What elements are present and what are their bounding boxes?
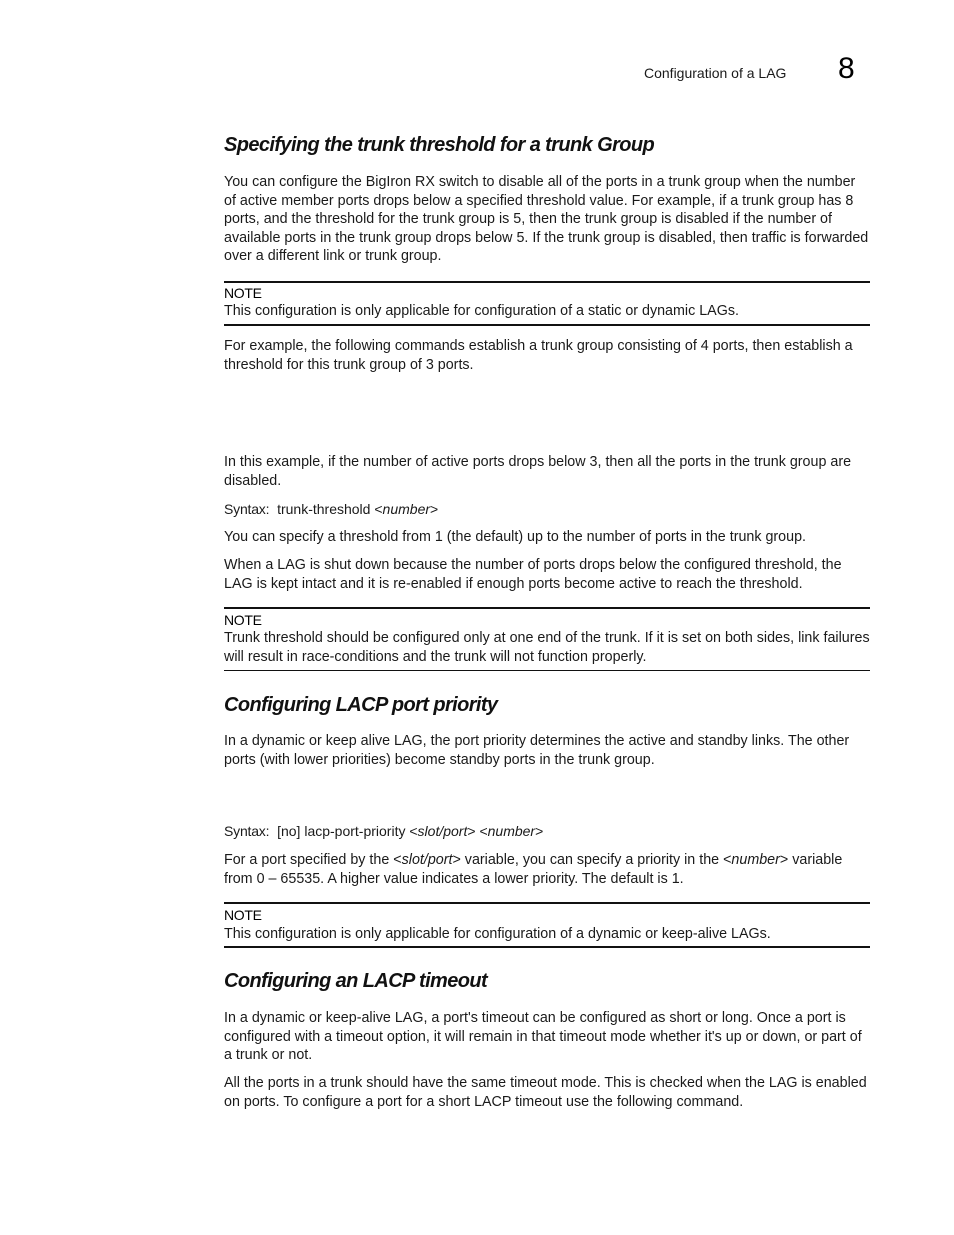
syntax-lacp-port-priority <box>224 823 543 839</box>
note-text-dynamic-keepalive: This configuration is only applicable for configuration of a dynamic or keep-alive LAGs. <box>224 926 771 942</box>
syntax-bracket-close: > <box>535 823 544 839</box>
variable-number: number <box>731 852 780 868</box>
syntax-command: trunk-threshold <box>277 501 371 517</box>
variable-slot-port: slot/port <box>401 852 453 868</box>
syntax-command: lacp-port-priority <box>304 823 406 839</box>
syntax-label: Syntax: <box>224 823 270 839</box>
running-header-title: Configuration of a LAG <box>644 65 787 81</box>
paragraph-threshold-range: You can specify a threshold from 1 (the default) up to the number of ports in the trunk group. <box>224 529 807 545</box>
syntax-bracket-open: < <box>374 501 383 517</box>
note-text-static-dynamic: This configuration is only applicable for configuration of a static or dynamic LAGs. <box>224 303 739 319</box>
note-top-rule <box>224 281 870 283</box>
note-top-rule <box>224 607 870 609</box>
note-text-trunk-threshold: Trunk threshold should be configured only at one end of the trunk. If it is set on both sides, link failures will result in race-conditions and the trunk will not function properly. <box>224 630 870 665</box>
syntax-optional-open: [ <box>277 823 281 839</box>
paragraph-timeout-mode: All the ports in a trunk should have the same timeout mode. This is checked when the LAG is enabled on ports. To configure a port for a short LACP timeout use the following command. <box>224 1075 867 1110</box>
paragraph-example-explanation: In this example, if the number of active ports drops below 3, then all the ports in the trunk group are disabled. <box>224 454 852 489</box>
syntax-no-keyword: no <box>280 823 297 839</box>
note-top-rule <box>224 902 870 904</box>
syntax-variable-number: number <box>487 823 536 839</box>
note-label: NOTE <box>224 907 262 923</box>
paragraph-timeout-intro: In a dynamic or keep-alive LAG, a port's timeout can be configured as short or long. Once a port is configured with a timeout option, it will remain in that timeout mode whether it's up or down, or part of a trunk or not. <box>224 1010 862 1064</box>
paragraph-lag-shutdown: When a LAG is shut down because the number of ports drops below the configured threshold, the LAG is kept intact and it is re-enabled if enough ports become active to reach the threshold. <box>224 557 842 592</box>
paragraph-trunk-threshold-intro: You can configure the BigIron RX switch to disable all of the ports in a trunk group when the number of active member ports drops below a specified threshold value. For example, if a trunk group has 8 ports, and the threshold for the trunk group is 5, then the trunk group is disabled if the number of available ports in the trunk group drops below 5. If the trunk group is disabled, then traffic is forwarded over a different link or trunk group. <box>224 174 869 265</box>
syntax-optional-close: ] <box>296 823 301 839</box>
paragraph-example-commands: For example, the following commands establish a trunk group consisting of 4 ports, then establish a threshold for this trunk group of 3 ports. <box>224 338 853 373</box>
paragraph-port-priority-intro: In a dynamic or keep alive LAG, the port priority determines the active and standby links. The other ports (with lower priorities) become standby ports in the trunk group. <box>224 733 850 768</box>
syntax-label: Syntax: <box>224 501 270 517</box>
note-label: NOTE <box>224 285 262 301</box>
syntax-bracket-open: < <box>479 823 488 839</box>
note-bottom-rule <box>224 670 870 671</box>
syntax-bracket-open: < <box>409 823 418 839</box>
chapter-number: 8 <box>838 52 855 85</box>
paragraph-priority-range <box>224 851 870 888</box>
section-heading-lacp-port-priority: Configuring LACP port priority <box>224 694 498 716</box>
syntax-trunk-threshold <box>224 501 438 517</box>
text-fragment: > variable, you can specify a priority in the < <box>452 852 732 868</box>
syntax-bracket-close: > <box>467 823 476 839</box>
section-heading-lacp-timeout: Configuring an LACP timeout <box>224 970 488 992</box>
note-bottom-rule <box>224 324 870 326</box>
note-bottom-rule <box>224 946 870 948</box>
syntax-variable: number <box>382 501 431 517</box>
text-fragment: > variable from 0 – 65535. A higher value indicates a lower priority. The default is 1. <box>224 852 843 887</box>
text-fragment: For a port specified by the < <box>224 852 402 868</box>
note-label: NOTE <box>224 612 262 628</box>
syntax-bracket-close: > <box>430 501 439 517</box>
section-heading-trunk-threshold: Specifying the trunk threshold for a trunk Group <box>224 134 655 156</box>
syntax-variable-slot-port: slot/port <box>417 823 468 839</box>
